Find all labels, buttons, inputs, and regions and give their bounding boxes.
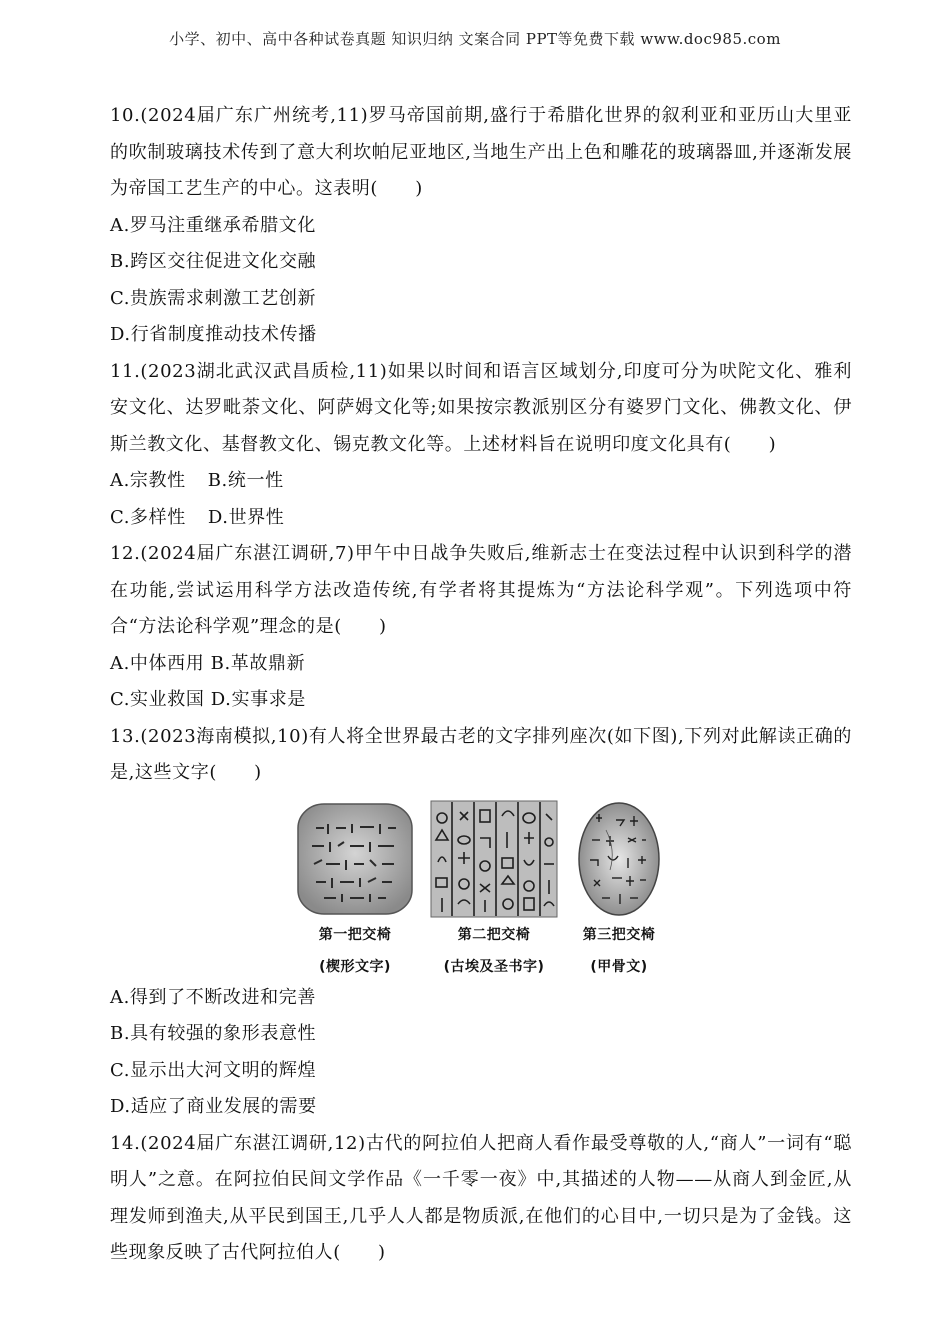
figure-subcaption-2: (古埃及圣书字) (443, 958, 545, 975)
option-row-ab (110, 646, 852, 683)
option-d: D.适应了商业发展的需要 (110, 1096, 317, 1117)
option-a: A.中体西用 (110, 652, 205, 674)
option-a: A.宗教性 (110, 470, 186, 491)
option-b: B.具有较强的象形表意性 (110, 1023, 317, 1044)
question-stem: 11.(2023湖北武汉武昌质检,11)如果以时间和语言区域划分,印度可分为吠陀文化、雅利安文化、达罗毗荼文化、阿萨姆文化等;如果按宗教派别区分有婆罗门文化、佛教文化、伊斯兰教文化、基督教文化、锡克教文化等。上述材料旨在说明印度文化具有( ) (110, 360, 852, 455)
question-stem: 10.(2024届广东广州统考,11)罗马帝国前期,盛行于希腊化世界的叙利亚和亚历山大里亚的吹制玻璃技术传到了意大利坎帕尼亚地区,当地生产出上色和雕花的玻璃器皿,并逐渐发展为帝国工艺生产的中心。这表明( ) (110, 105, 852, 199)
option-d: D.世界性 (207, 506, 285, 528)
question-stem: 12.(2024届广东湛江调研,7)甲午中日战争失败后,维新志士在变法过程中认识到科学的潜在功能,尝试运用科学方法改造传统,有学者将其提炼为“方法论科学观”。下列选项中符合“方法论科学观”理念的是( ) (110, 543, 852, 637)
option-row-ab (110, 463, 852, 500)
option-d: D.行省制度推动技术传播 (110, 324, 317, 345)
option-a: A.罗马注重继承希腊文化 (110, 214, 316, 236)
figure-subcaption-3: (甲骨文) (590, 958, 648, 975)
option-c: C.实业救国 (110, 689, 205, 710)
option-b: B.统一性 (207, 470, 284, 491)
figure-caption-3: 第三把交椅 (582, 926, 656, 943)
option-row-cd (110, 682, 852, 719)
page-header: 小学、初中、高中各种试卷真题 知识归纳 文案合同 PPT等免费下载 www.doc985.com (169, 30, 781, 48)
option-a: A.得到了不断改进和完善 (110, 986, 316, 1008)
question-14 (110, 1126, 852, 1272)
option-row-cd (110, 500, 852, 537)
oracle-bone-image (576, 800, 662, 918)
option-c: C.贵族需求刺激工艺创新 (110, 287, 317, 309)
ancient-scripts-figure (110, 796, 852, 978)
figure-caption-2: 第二把交椅 (457, 926, 531, 943)
question-stem: 14.(2024届广东湛江调研,12)古代的阿拉伯人把商人看作最受尊敬的人,“商人”一词有“聪明人”之意。在阿拉伯民间文学作品《一千零一夜》中,其描述的人物——从商人到金匠,从理发师到渔夫,从平民到国王,几乎人人都是物质派,在他们的心目中,一切只是为了金钱。这些现象反映了古代阿拉伯人( ) (110, 1132, 852, 1263)
option-b: B.革故鼎新 (210, 652, 306, 674)
figure-caption-1: 第一把交椅 (318, 926, 392, 943)
question-13 (110, 719, 852, 1126)
option-b: B.跨区交往促进文化交融 (110, 251, 317, 272)
option-c: C.显示出大河文明的辉煌 (110, 1059, 317, 1081)
hieroglyph-panel-image (430, 800, 558, 918)
question-12 (110, 536, 852, 719)
cuneiform-tablet-image (294, 800, 416, 918)
question-10 (110, 98, 852, 354)
figure-subcaption-1: (楔形文字) (319, 958, 391, 975)
question-list (110, 98, 852, 1272)
question-11 (110, 354, 852, 537)
option-d: D.实事求是 (210, 689, 306, 710)
option-c: C.多样性 (110, 506, 186, 528)
question-stem: 13.(2023海南模拟,10)有人将全世界最古老的文字排列座次(如下图),下列对此解读正确的是,这些文字( ) (110, 725, 852, 783)
